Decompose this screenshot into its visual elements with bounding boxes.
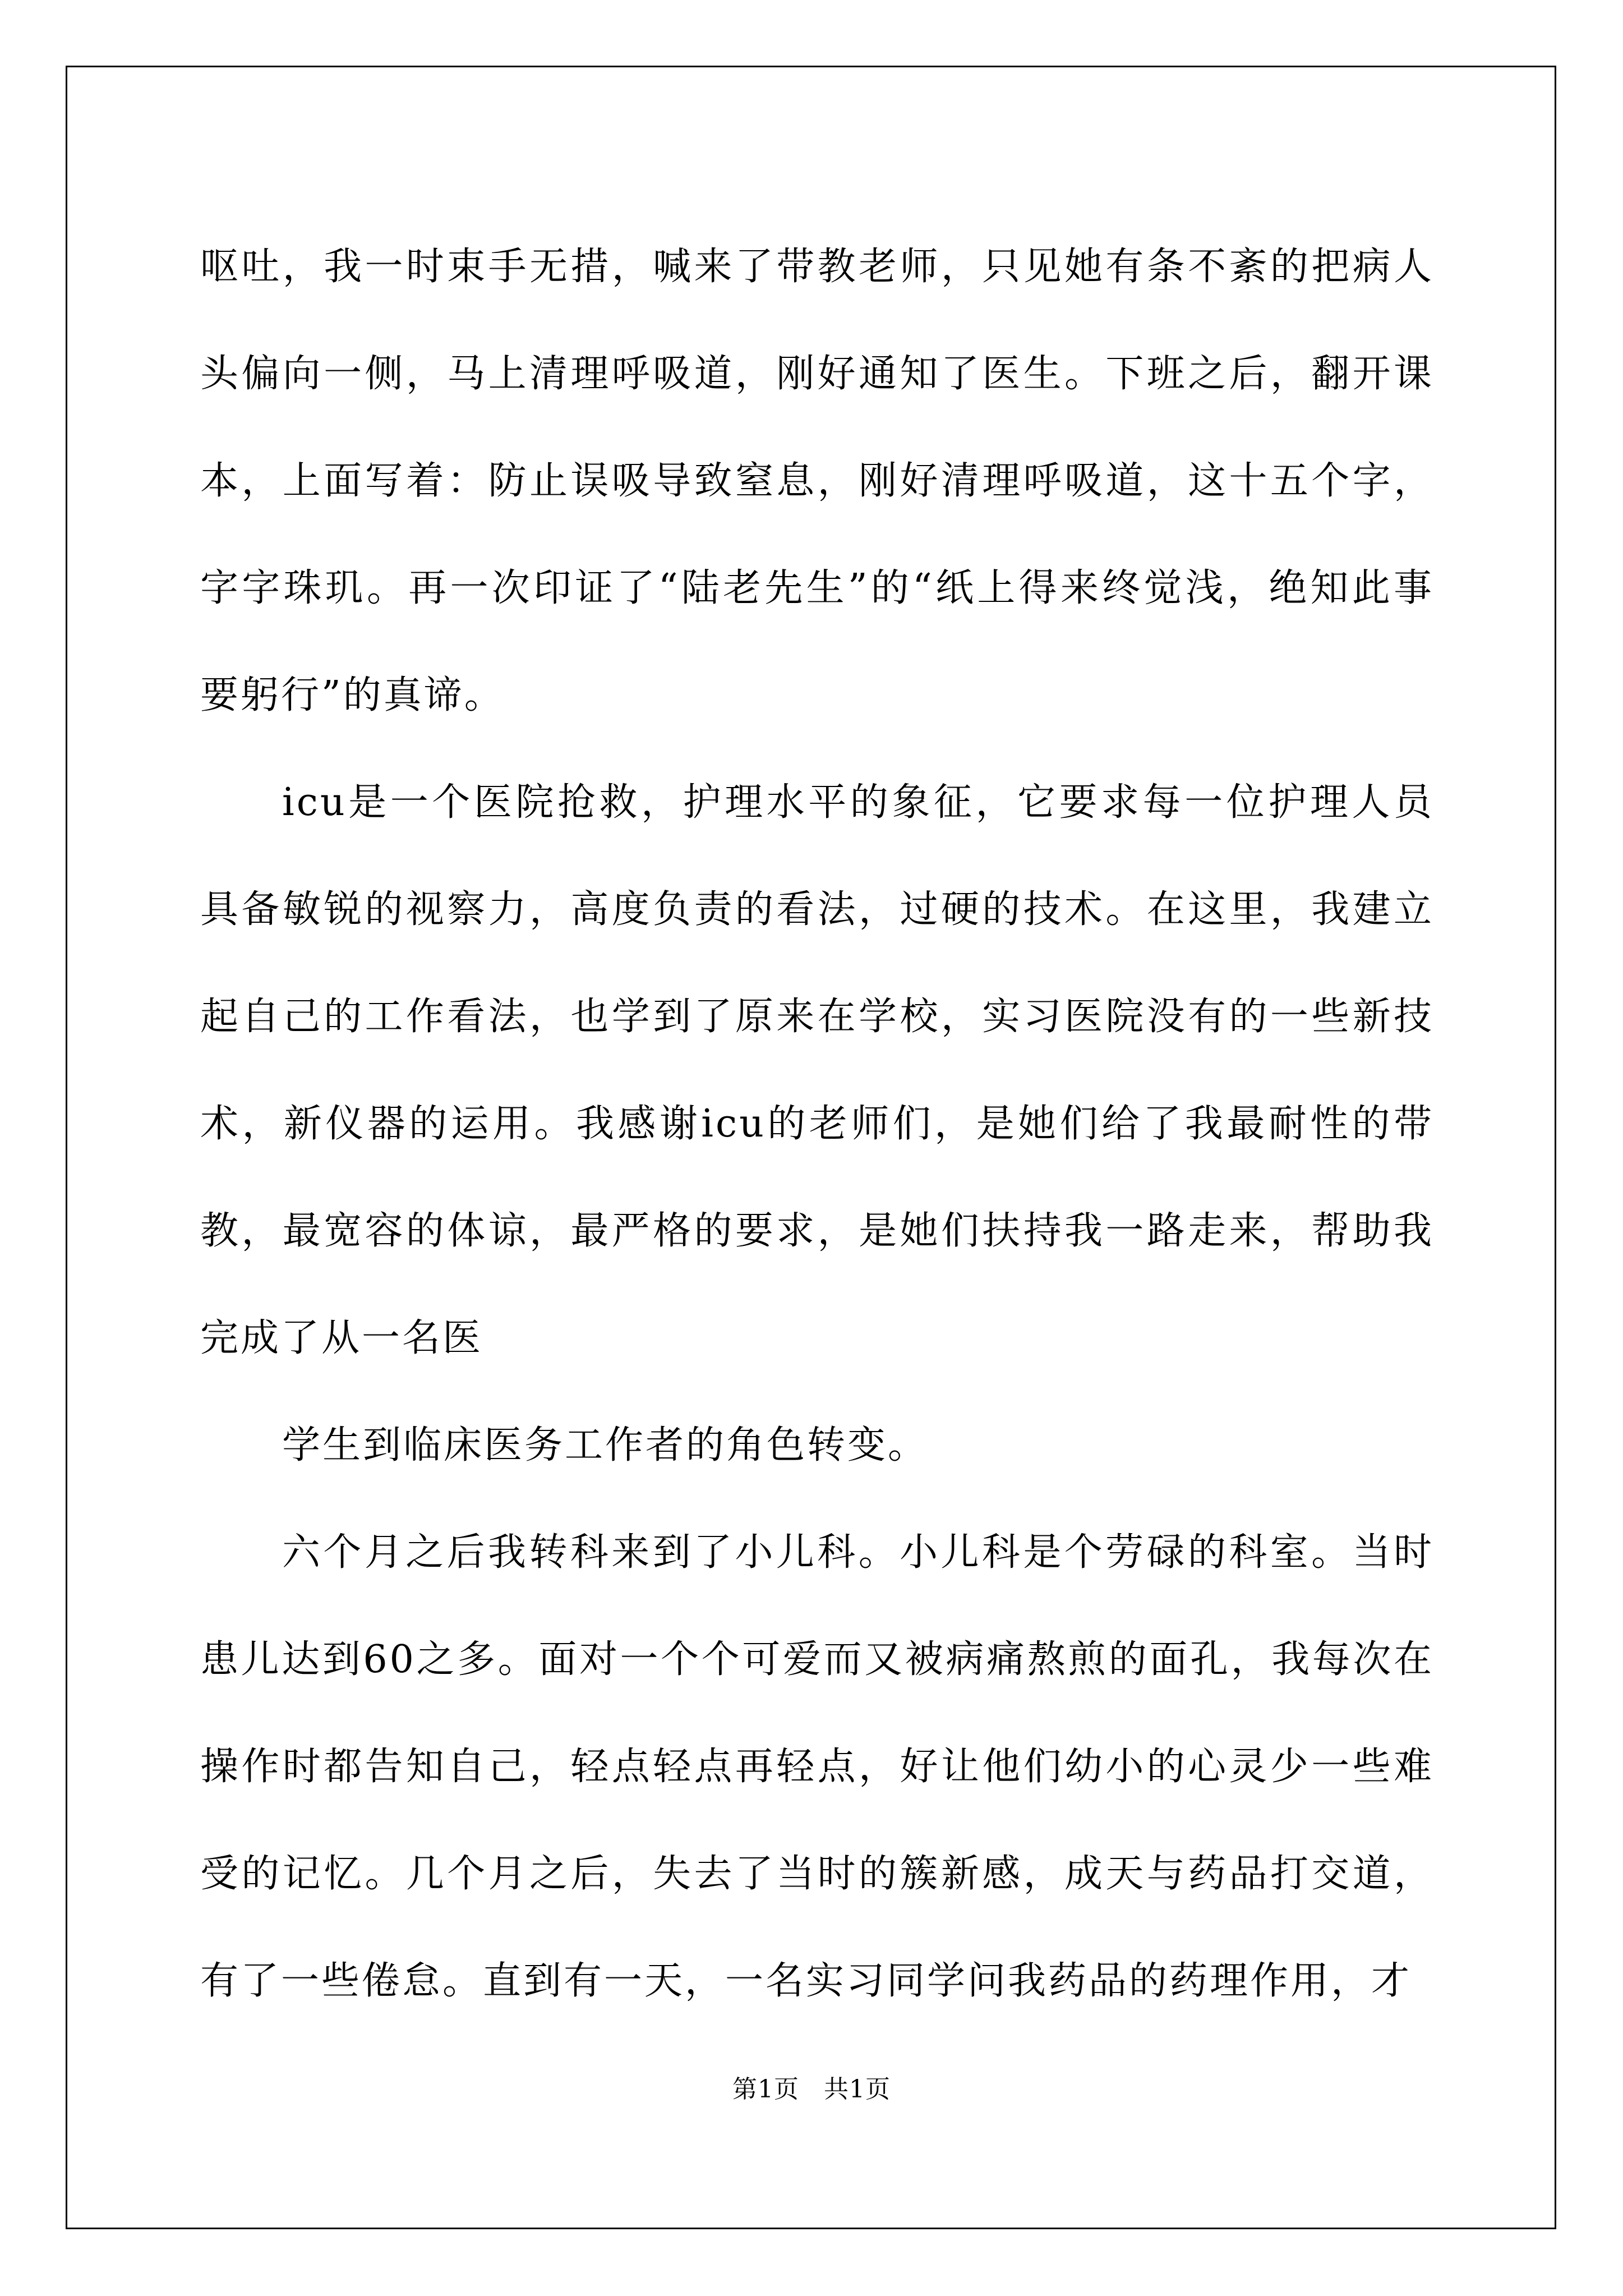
page-number-current: 第1页 <box>732 2075 799 2104</box>
page-footer <box>0 2073 1623 2106</box>
document-body <box>200 213 1434 2035</box>
paragraph-3: 学生到临床医务工作者的角色转变。 <box>282 1423 929 1467</box>
paragraph-2: icu是一个医院抢救，护理水平的象征，它要求每一位护理人员具备敏锐的视察力，高度负责的看法，过硬的技术。在这里，我建立起自己的工作看法，也学到了原来在学校，实习医院没有的一些新技术，新仪器的运用。我感谢icu的老师们，是她们给了我最耐性的带教，最宽容的体谅，最严格的要求，是她们扶持我一路走来，帮助我完成了从一名医 <box>200 780 1434 1360</box>
paragraph-1: 呕吐，我一时束手无措，喊来了带教老师，只见她有条不紊的把病人头偏向一侧，马上清理呼吸道，刚好通知了医生。下班之后，翻开课本，上面写着：防止误吸导致窒息，刚好清理呼吸道，这十五个字，字字珠玑。再一次印证了“陆老先生”的“纸上得来终觉浅，绝知此事要躬行”的真谛。 <box>200 245 1434 717</box>
page-number-total: 共1页 <box>824 2075 891 2104</box>
paragraph-4: 六个月之后我转科来到了小儿科。小儿科是个劳碌的科室。当时患儿达到60之多。面对一个个可爱而又被病痛熬煎的面孔，我每次在操作时都告知自己，轻点轻点再轻点，好让他们幼小的心灵少一些难受的记忆。几个月之后，失去了当时的簇新感，成天与药品打交道，有了一些倦怠。直到有一天，一名实习同学问我药品的药理作用，才 <box>200 1530 1434 2003</box>
